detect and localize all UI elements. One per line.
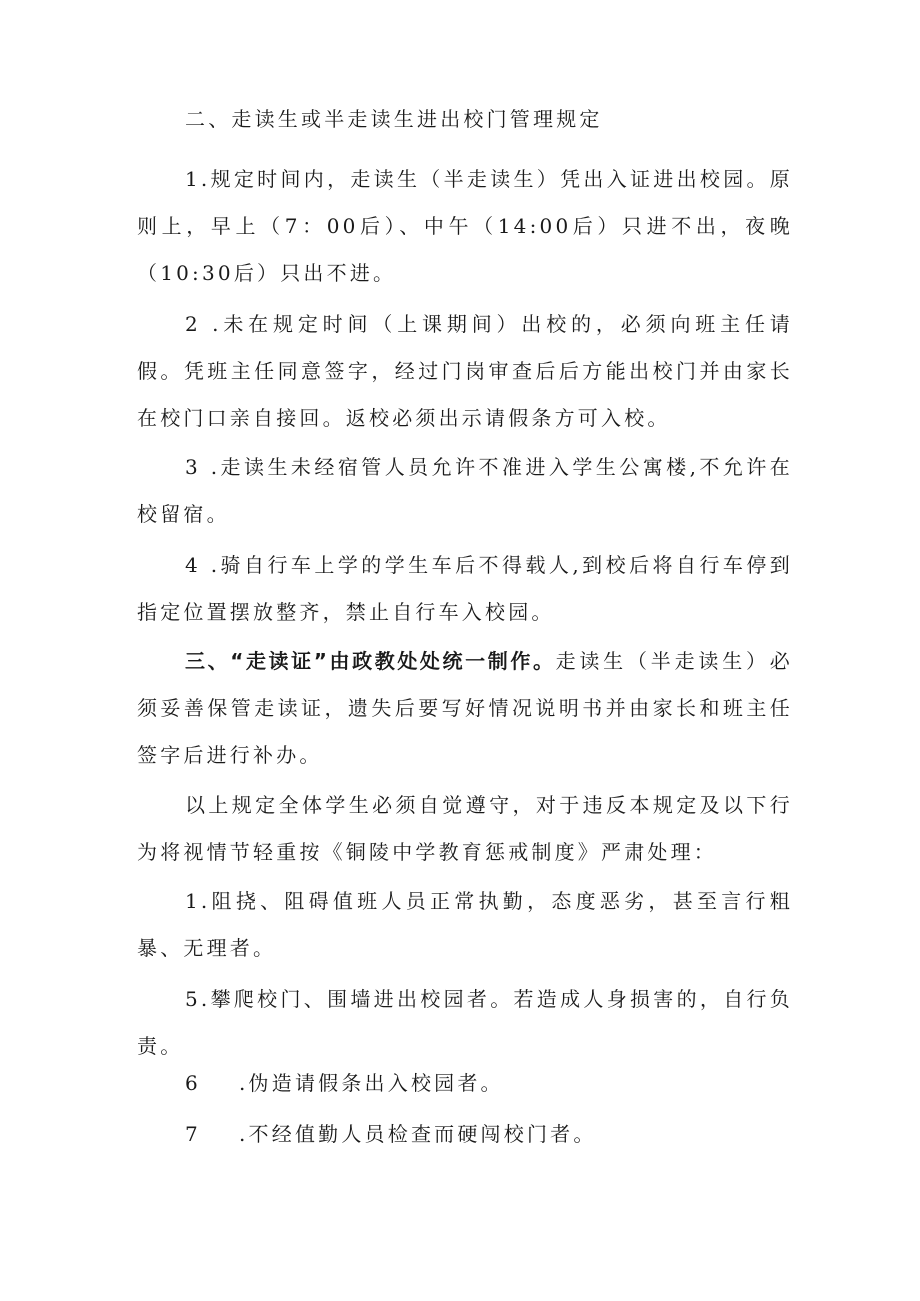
paragraph-general-rule: 以上规定全体学生必须自觉遵守，对于违反本规定及以下行为将视情节轻重按《铜陵中学教育惩戒制度》严肃处理： (137, 793, 793, 864)
violation-item-6-number: 6 (185, 1071, 201, 1095)
paragraph-rule-4: 4 .骑自行车上学的学生车后不得载人,到校后将自行车停到指定位置摆放整齐，禁止自行车入校园。 (137, 553, 793, 624)
paragraph-rule-1: 1.规定时间内，走读生（半走读生）凭出入证进出校园。原则上，早上（7：00后）、中午（14:00后）只进不出，夜晚（10:30后）只出不进。 (137, 167, 793, 285)
section-heading-2: 二、走读生或半走读生进出校门管理规定 (185, 107, 603, 131)
section-heading-3-paragraph (137, 638, 793, 779)
paragraph-rule-2: 2 .未在规定时间（上课期间）出校的，必须向班主任请假。凭班主任同意签字，经过门岗审查后后方能出校门并由家长在校门口亲自接回。返校必须出示请假条方可入校。 (137, 312, 793, 430)
paragraph-violation-1: 1.阻挠、阻碍值班人员正常执勤，态度恶劣，甚至言行粗暴、无理者。 (137, 889, 793, 960)
paragraph-violation-5: 5.攀爬校门、围墙进出校园者。若造成人身损害的，自行负责。 (137, 987, 793, 1058)
paragraph-rule-3: 3 .走读生未经宿管人员允许不准进入学生公寓楼,不允许在校留宿。 (137, 455, 793, 526)
violation-item-6 (185, 1060, 504, 1107)
violation-item-7-text: .不经值勤人员检查而硬闯校门者。 (239, 1122, 597, 1146)
section-heading-3: 三、“走读证”由政教处处统一制作。 (185, 649, 556, 673)
violation-item-7-number: 7 (185, 1122, 201, 1146)
violation-item-6-text: .伪造请假条出入校园者。 (239, 1071, 504, 1095)
violation-item-7 (185, 1111, 597, 1158)
section-3-body: 走读生（半走读生）必须妥善保管走读证，遗失后要写好情况说明书并由家长和班主任签字后进行补办。 (137, 649, 793, 767)
